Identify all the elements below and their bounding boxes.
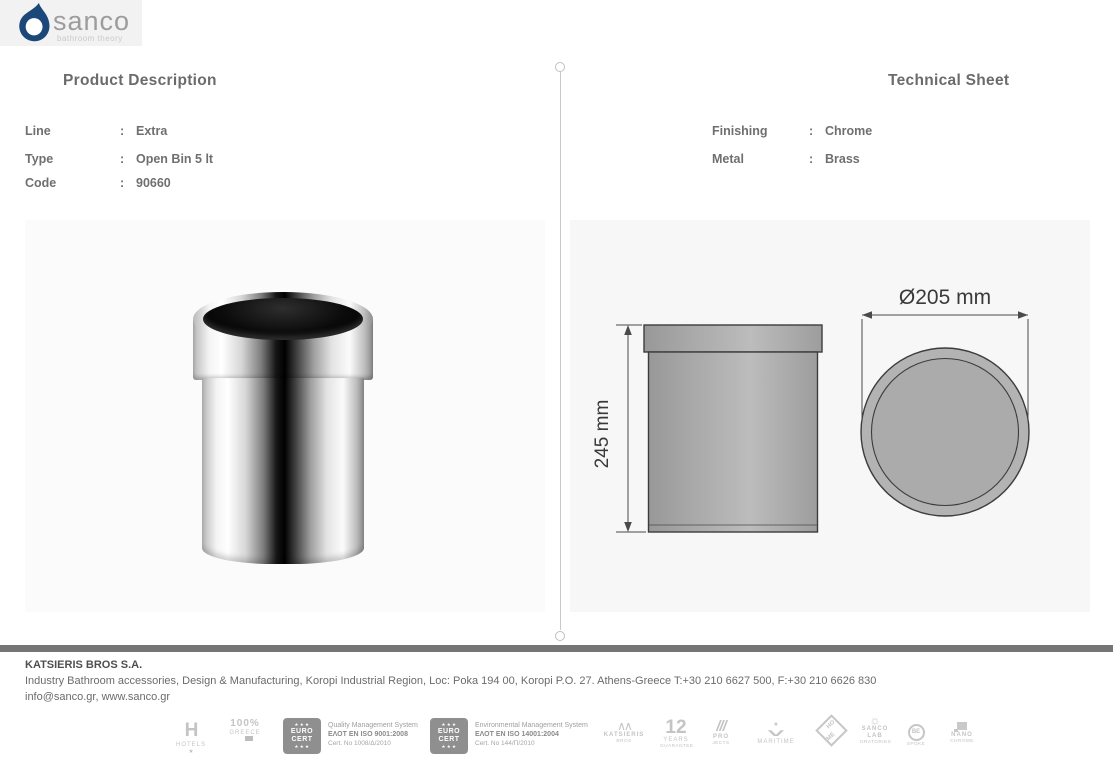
eurocert-environment-badge: ★ ★ ★ EURO CERT ★ ★ ★: [430, 718, 468, 754]
field-line: [25, 124, 167, 138]
field-value: Extra: [136, 124, 168, 138]
field-separator: :: [809, 124, 814, 138]
bin-opening: [203, 298, 363, 340]
top-view-drawing: [861, 286, 1029, 516]
stars-icon: ★ ★ ★: [294, 723, 310, 728]
field-value: Open Bin 5 lt: [136, 152, 214, 166]
diamond-icon: HO ME: [815, 714, 848, 747]
hotels-logo: H HOTELS ★: [170, 720, 212, 756]
star-icon: ★: [188, 748, 194, 755]
water-drop-icon: [14, 2, 52, 46]
field-value: Brass: [825, 152, 860, 166]
product-description-title: Product Description: [63, 72, 217, 89]
field-value: Chrome: [825, 124, 873, 138]
divider-top-circle: [555, 62, 565, 72]
nano-particle-icon: [957, 722, 967, 730]
field-label: Metal: [712, 152, 744, 166]
certification-logos-row: [0, 712, 1113, 772]
field-separator: :: [120, 124, 125, 138]
field-separator: :: [120, 176, 125, 190]
katsieris-bros-logo: ∧∧ KATSIERIS BROS: [596, 720, 652, 746]
stars-icon: ★ ★ ★: [294, 744, 310, 749]
diameter-dimension-label: Ø205 mm: [898, 286, 992, 309]
product-photo-panel: [25, 220, 545, 612]
field-label: Finishing: [712, 124, 768, 138]
nano-chrome-logo: NANO CHROME: [938, 720, 986, 746]
field-separator: :: [120, 152, 125, 166]
field-finishing: [712, 124, 872, 138]
quality-cert-text: Quality Management System ΕΛΟΤ EN ISO 9001:2008 Cert. No 1008/Δ/2010: [328, 722, 418, 747]
stars-icon: ★ ★ ★: [441, 723, 457, 728]
field-label: Line: [25, 124, 51, 138]
circle-icon: BE: [908, 724, 925, 741]
field-value: 90660: [136, 176, 171, 190]
eurocert-quality-badge: ★ ★ ★ EURO CERT ★ ★ ★: [283, 718, 321, 754]
technical-drawing-panel: [570, 220, 1090, 612]
company-address: Industry Bathroom accessories, Design & Manufacturing, Koropi Industrial Region, Loc: Poka 194 00, Koropi P.O. 27. Athens-Greece T:+30 210 6627 500, F:+30 210 6626 830: [25, 675, 877, 687]
technical-drawing: [570, 220, 1090, 612]
brand-logo: [0, 0, 142, 46]
made-in-greece-logo: 100% GREECE: [229, 718, 261, 736]
height-dimension-label: 245 mm: [592, 399, 613, 469]
chevron-icon: ∨: [763, 727, 789, 739]
bespoke-logo: BE SPOKE: [898, 722, 934, 749]
hotels-icon: H: [184, 720, 198, 741]
field-label: Type: [25, 152, 54, 166]
company-contacts: info@sanco.gr, www.sanco.gr: [25, 691, 171, 703]
technical-sheet-title: Technical Sheet: [888, 72, 1010, 89]
home-logo: [812, 716, 850, 742]
side-view-drawing: [592, 325, 822, 532]
field-code: [25, 176, 171, 190]
projects-logo: /// PRO JECTS: [702, 719, 740, 748]
company-name: KATSIERIS BROS S.A.: [25, 659, 143, 671]
stars-icon: ★ ★ ★: [441, 744, 457, 749]
lightbulb-icon: ☼: [869, 713, 881, 727]
field-metal: [712, 152, 860, 166]
product-photo-chrome-bin: [193, 292, 373, 540]
maritime-logo: ★ ∨ MARITIME: [746, 722, 806, 746]
12-years-guarantee-logo: 12 YEARS GUARANTEE: [660, 717, 694, 749]
star-icon: ★: [773, 722, 779, 728]
sanco-laboratories-logo: ☼ SANCO LAB ORATORIES: [856, 714, 894, 747]
brand-name: sanco: [53, 6, 131, 36]
column-divider: [560, 72, 561, 630]
field-label: Code: [25, 176, 57, 190]
brand-tagline: bathroom theory: [57, 34, 123, 43]
environment-cert-text: Environmental Management System ΕΛΟΤ EN ISO 14001:2004 Cert. No 144/Π/2010: [475, 722, 588, 747]
divider-bottom-circle: [555, 631, 565, 641]
field-separator: :: [809, 152, 814, 166]
slashes-icon: ///: [716, 718, 726, 735]
mountains-icon: ∧∧: [617, 719, 631, 733]
field-type: [25, 152, 213, 166]
footer-divider-bar: [0, 645, 1113, 652]
bin-body: [202, 378, 364, 564]
